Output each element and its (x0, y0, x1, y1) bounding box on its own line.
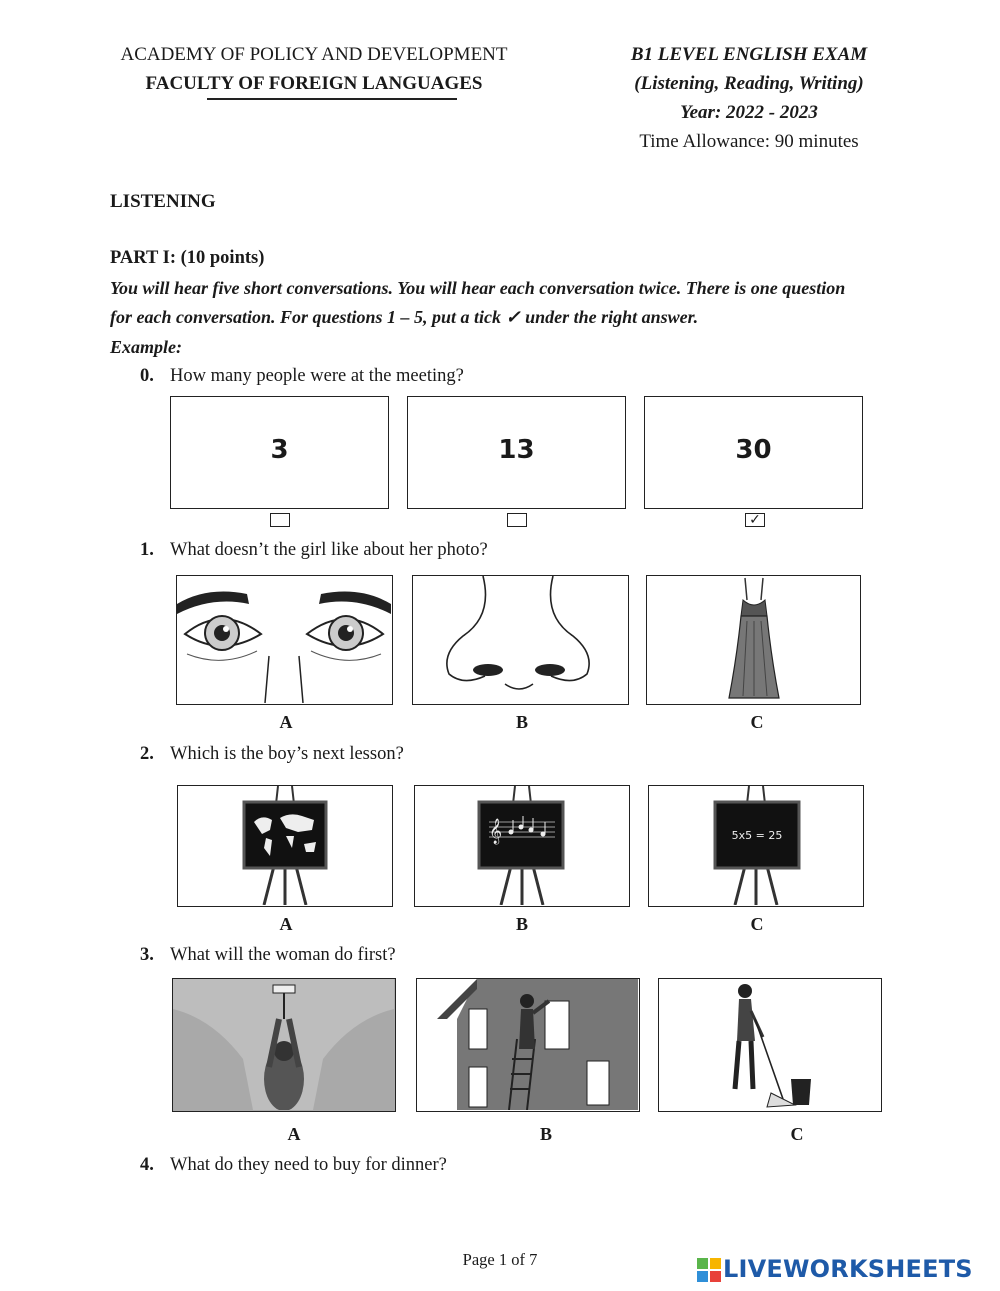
nose-image[interactable] (412, 575, 629, 705)
example-question (140, 366, 464, 387)
question-text: How many people were at the meeting? (170, 366, 464, 386)
faculty-name: FACULTY OF FOREIGN LANGUAGES (145, 73, 483, 94)
exam-title: B1 LEVEL ENGLISH EXAM (630, 44, 868, 65)
tick-box-b[interactable] (507, 513, 527, 527)
maths-board[interactable] (648, 785, 864, 907)
option-label-c: C (790, 1124, 804, 1144)
world-map-board[interactable] (177, 785, 393, 907)
painting-ceiling[interactable] (172, 978, 396, 1112)
question-number: 0. (140, 366, 154, 386)
institution-name: ACADEMY OF POLICY AND DEVELOPMENT (120, 44, 508, 65)
exam-skills: (Listening, Reading, Writing) (634, 73, 864, 94)
eyes-image[interactable] (176, 575, 393, 705)
page-number: Page 1 of 7 (462, 1250, 538, 1269)
faculty-underline (207, 98, 457, 100)
dress-image[interactable] (646, 575, 861, 705)
question-text: What doesn’t the girl like about her photo? (170, 540, 488, 560)
liveworksheets-logo[interactable] (697, 1256, 997, 1286)
question-text: Which is the boy’s next lesson? (170, 744, 404, 764)
option-label-b: B (515, 914, 528, 934)
option-number: 3 (270, 435, 289, 465)
example-label: Example: (110, 337, 182, 357)
question-1 (140, 540, 488, 561)
option-box-13 (407, 396, 626, 509)
instruction-line-1: You will hear five short conversations. You will hear each conversation twice. There is one question (110, 278, 846, 298)
option-label-c: C (750, 712, 764, 732)
question-text: What do they need to buy for dinner? (170, 1155, 447, 1175)
option-label-c: C (750, 914, 764, 934)
option-box-30 (644, 396, 863, 509)
logo-icon (697, 1258, 721, 1282)
instruction-line-2: for each conversation. For questions 1 – 5, put a tick ✓ under the right answer. (110, 307, 699, 327)
question-number: 2. (140, 744, 154, 764)
cleaning-window[interactable] (416, 978, 640, 1112)
logo-text: LIVEWORKSHEETS (723, 1255, 973, 1283)
part-title: PART I: (10 points) (110, 248, 265, 268)
option-label-a: A (279, 712, 293, 732)
question-number: 1. (140, 540, 154, 560)
question-3 (140, 945, 396, 966)
option-box-3 (170, 396, 389, 509)
option-label-b: B (515, 712, 528, 732)
board-equation: 5x5 = 25 (731, 829, 783, 842)
mopping-floor[interactable] (658, 978, 882, 1112)
time-allowance: Time Allowance: 90 minutes (639, 131, 859, 152)
tick-box-a[interactable] (270, 513, 290, 527)
music-notes-board[interactable] (414, 785, 630, 907)
option-number: 13 (498, 435, 535, 465)
option-number: 30 (735, 435, 772, 465)
section-title: LISTENING (110, 191, 216, 212)
exam-year: Year: 2022 - 2023 (680, 102, 818, 123)
question-text: What will the woman do first? (170, 945, 396, 965)
option-label-a: A (287, 1124, 301, 1144)
question-2 (140, 744, 404, 765)
question-number: 4. (140, 1155, 154, 1175)
svg-text:𝄞: 𝄞 (489, 819, 503, 844)
tick-box-c[interactable]: ✓ (745, 513, 765, 527)
option-label-b: B (539, 1124, 552, 1144)
option-label-a: A (279, 914, 293, 934)
question-4 (140, 1155, 447, 1176)
question-number: 3. (140, 945, 154, 965)
